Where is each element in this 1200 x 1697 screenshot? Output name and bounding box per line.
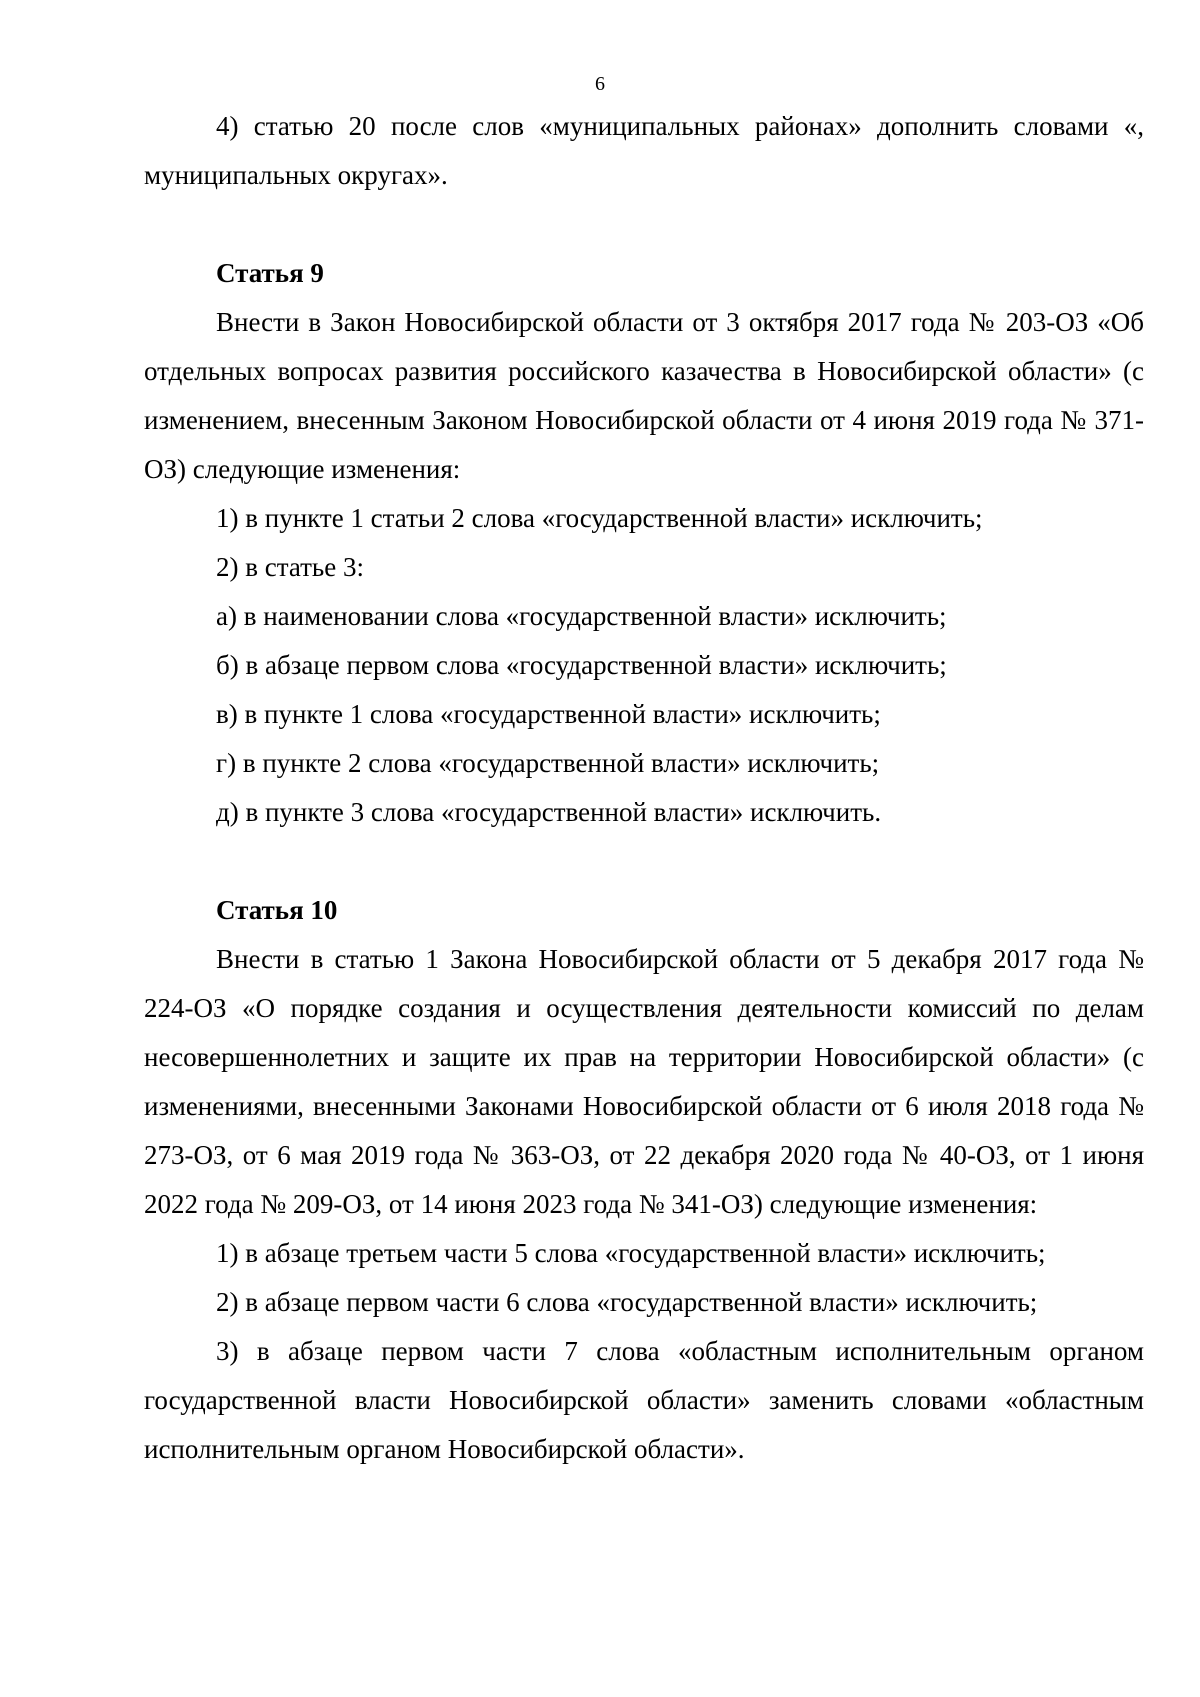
article-10-intro: Внести в статью 1 Закона Новосибирской области от 5 декабря 2017 года № 224-ОЗ «О порядке создания и осуществления деятельности комиссий по делам несовершеннолетних и защите их прав на территории Новосибирской области» (с изменениями, внесенными Законами Новосибирской области от 6 июля 2018 года № 273-ОЗ, от 6 мая 2019 года № 363-ОЗ, от 22 декабря 2020 года № 40-ОЗ, от 1 июня 2022 года № 209-ОЗ, от 14 июня 2023 года № 341-ОЗ) следующие изменения: (144, 944, 1144, 1219)
article-9-intro: Внести в Закон Новосибирской области от 3 октября 2017 года № 203-ОЗ «Об отдельных вопросах развития российского казачества в Новосибирской области» (с изменением, внесенным Законом Новосибирской области от 4 июня 2019 года № 371-ОЗ) следующие изменения: (144, 307, 1144, 484)
spacer (144, 200, 1144, 249)
article-9-item: д) в пункте 3 слова «государственной власти» исключить. (216, 797, 882, 827)
page-number: 6 (595, 73, 605, 95)
article-9-item: а) в наименовании слова «государственной власти» исключить; (216, 601, 947, 631)
article-9-item: б) в абзаце первом слова «государственной власти» исключить; (216, 650, 947, 680)
spacer (144, 837, 1144, 886)
document-body (144, 102, 1144, 1474)
article-9-item: 2) в статье 3: (216, 552, 364, 582)
article-9-item: г) в пункте 2 слова «государственной власти» исключить; (216, 748, 880, 778)
article-10-item: 2) в абзаце первом части 6 слова «государственной власти» исключить; (216, 1287, 1038, 1317)
article-9-item: 1) в пункте 1 статьи 2 слова «государственной власти» исключить; (216, 503, 983, 533)
article-10-item: 1) в абзаце третьем части 5 слова «государственной власти» исключить; (216, 1238, 1046, 1268)
article-9-heading: Статья 9 (216, 258, 324, 288)
paragraph-item-4: 4) статью 20 после слов «муниципальных районах» дополнить словами «, муниципальных округах». (144, 111, 1144, 190)
article-10-heading: Статья 10 (216, 895, 338, 925)
article-10-item: 3) в абзаце первом части 7 слова «областным исполнительным органом государственной власти Новосибирской области» заменить словами «областным исполнительным органом Новосибирской области». (144, 1336, 1144, 1464)
article-9-item: в) в пункте 1 слова «государственной власти» исключить; (216, 699, 881, 729)
